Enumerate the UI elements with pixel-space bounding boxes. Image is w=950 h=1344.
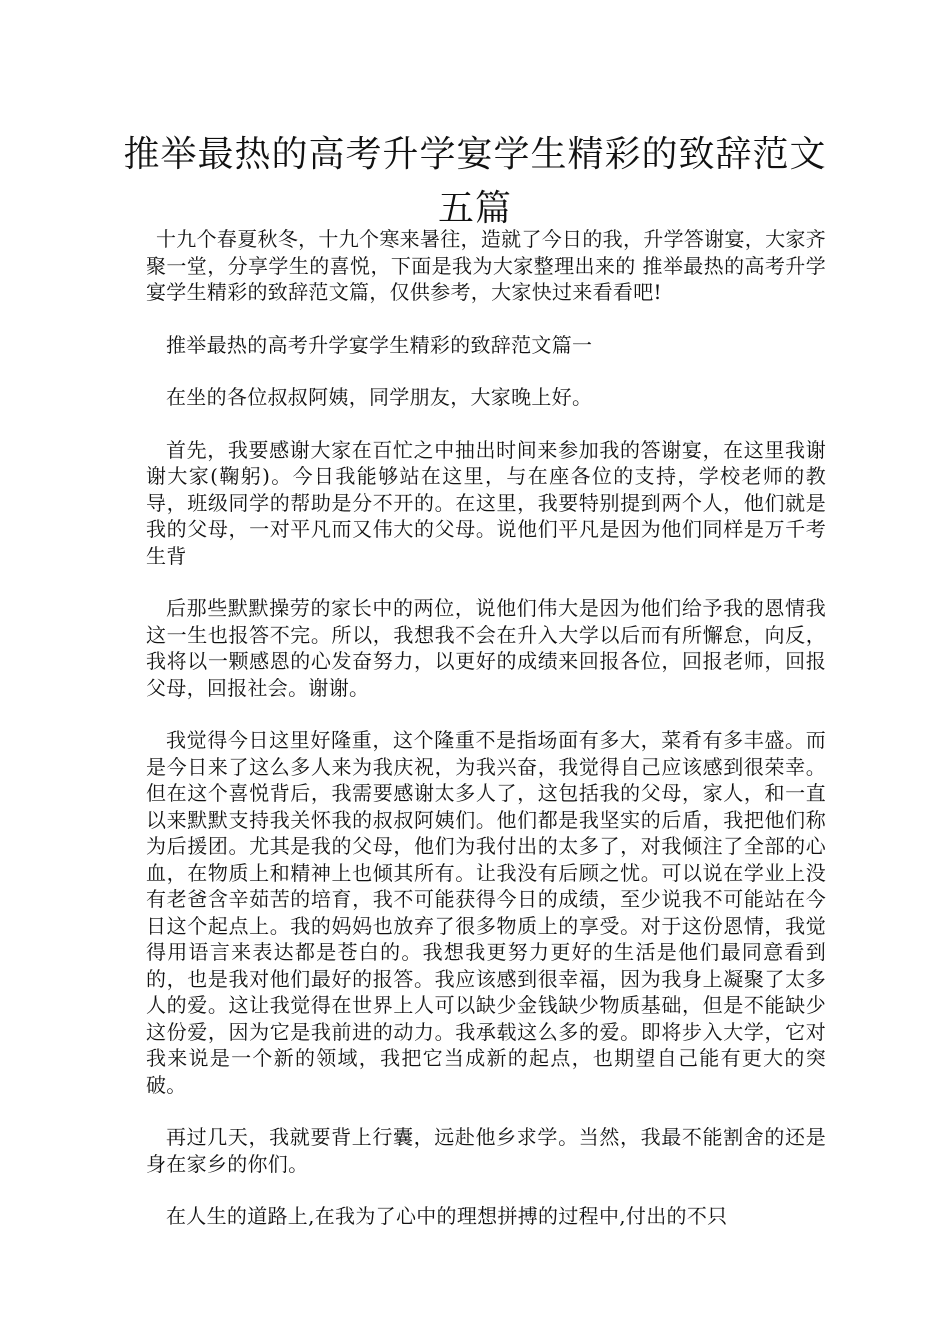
body-paragraph: 首先，我要感谢大家在百忙之中抽出时间来参加我的答谢宴，在这里我谢谢大家(鞠躬)。今日我能够站在这里，与在座各位的支持，学校老师的教导，班级同学的帮助是分不开的。在这里，我要特别提到两个人，他们就是我的父母，一对平凡而又伟大的父母。说他们平凡是因为他们同样是万千考生背: [146, 437, 826, 568]
document-title: 推举最热的高考升学宴学生精彩的致辞范文五篇: [123, 134, 827, 229]
greeting-paragraph: 在坐的各位叔叔阿姨，同学朋友，大家晚上好。: [166, 385, 593, 409]
body-paragraph: 后那些默默操劳的家长中的两位，说他们伟大是因为他们给予我的恩情我这一生也报答不完。所以，我想我不会在升入大学以后而有所懈怠，向反，我将以一颗感恩的心发奋努力，以更好的成绩来回报各位，回报老师，回报父母，回报社会。谢谢。: [146, 596, 826, 700]
body-paragraph: 我觉得今日这里好隆重，这个隆重不是指场面有多大，菜肴有多丰盛。而是今日来了这么多人来为我庆祝，为我兴奋，我觉得自己应该感到很荣幸。但在这个喜悦背后，我需要感谢太多人了，这包括我的父母，家人，和一直以来默默支持我关怀我的叔叔阿姨们。他们都是我坚实的后盾，我把他们称为后援团。尤其是我的父母，他们为我付出的太多了，对我倾注了全部的心血，在物质上和精神上也倾其所有。让我没有后顾之忧。可以说在学业上没有老爸含辛茹苦的培育，我不可能获得今日的成绩，至少说我不可能站在今日这个起点上。我的妈妈也放弃了很多物质上的享受。对于这份恩情，我觉得用语言来表达都是苍白的。我想我更努力更好的生活是他们最同意看到的，也是我对他们最好的报答。我应该感到很幸福，因为我身上凝聚了太多人的爱。这让我觉得在世界上人可以缺少金钱缺少物质基础，但是不能缺少这份爱，因为它是我前进的动力。我承载这么多的爱。即将步入大学，它对我来说是一个新的领域，我把它当成新的起点，也期望自己能有更大的突破。: [146, 728, 826, 1097]
section-heading: 推举最热的高考升学宴学生精彩的致辞范文篇一: [166, 332, 593, 357]
body-paragraph: 在人生的道路上,在我为了心中的理想拼搏的过程中,付出的不只: [166, 1204, 728, 1228]
intro-paragraph: 十九个春夏秋冬，十九个寒来暑往，造就了今日的我，升学答谢宴，大家齐聚一堂，分享学生的喜悦，下面是我为大家整理出来的 推举最热的高考升学宴学生精彩的致辞范文篇，仅供参考，大家快过来看看吧!: [146, 227, 826, 304]
body-paragraph: 再过几天，我就要背上行囊，远赴他乡求学。当然，我最不能割舍的还是身在家乡的你们。: [146, 1125, 826, 1176]
document-body: [146, 226, 826, 1256]
